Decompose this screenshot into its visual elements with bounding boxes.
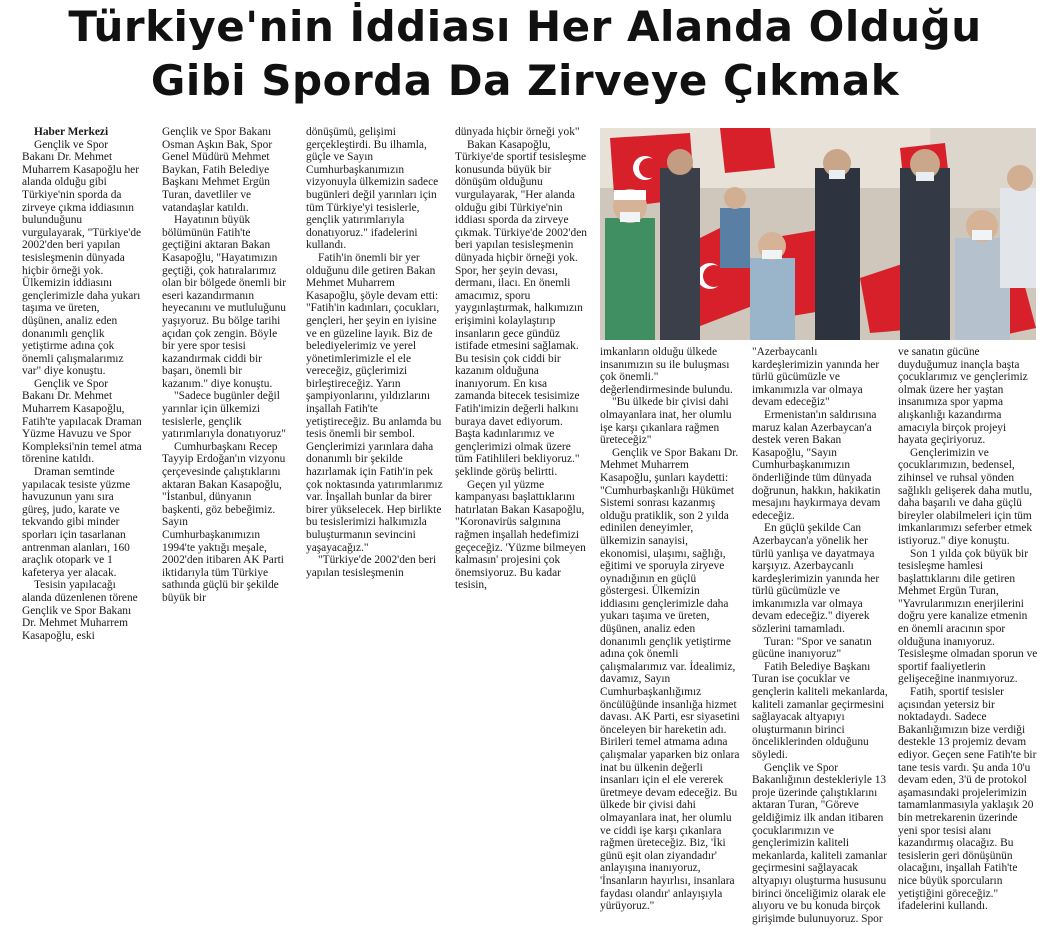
paragraph: Gençlik ve Spor Bakanı Dr. Mehmet Muharrem Kasapoğlu, Fatih'te yapılacak Draman Yüzme Havuzu ve Spor Kompleksi'nin temel atma törenine katıldı. (22, 377, 142, 466)
paragraph: Gençlik ve Spor Bakanı Osman Aşkın Bak, Spor Genel Müdürü Mehmet Baykan, Fatih Belediye Başkanı Mehmet Ergün Turan, davetliler ve vatandaşlar katıldı. (162, 126, 273, 214)
paragraph: "Bu ülkede bir çivisi dahi olmayanlara inat, her olumlu işe karşı çıkanlara rağmen üreteceğiz" (600, 396, 732, 447)
headline-line-2: Gibi Sporda Da Zirveye Çıkmak (150, 56, 900, 105)
article-column-1 (22, 126, 142, 642)
paragraph: Gençlik ve Spor Bakanlığının destekleriyle 13 proje üzerinde çalıştıklarını aktaran Turan, "Göreve geldiğimiz ilk andan itibaren çocuklarımızın ve gençlerimizin kaliteli mekanlarda, kaliteli zamanlar geçirmesini sağlayacak altyapıyı oluşturma hususunu birinci önceliğimiz olarak ele alıyoru ve bu konuda birçok girişimde bulunuyoruz. Spor (752, 761, 888, 925)
headline (0, 0, 1050, 118)
byline: Haber Merkezi (34, 126, 109, 138)
paragraph: Fatih, sportif tesisler açısından yetersiz bir noktadaydı. Sadece Bakanlığımızın bize verdiği destekle 13 projemiz devam ediyor. Geçen sene Fatih'te bir tane tesis vardı. Şu anda 10'u devam eden, 3'ü de protokol aşamasındaki projelerimizin tamamlanmasıyla yaklaşık 20 bin metrekarenin üzerinde yeni spor tesisi alanı kazandırmış olacağız. Bu tesislerin geri dönüşünün olacağını, inşallah Fatih'te nice büyük sporcuların yetiştiğini göreceğiz." ifadelerini kullandı. (898, 686, 1037, 913)
paragraph: Son 1 yılda çok büyük bir tesisleşme hamlesi başlattıklarını dile getiren Mehmet Ergün Turan, "Yavrularımızın enerjilerini doğru yere kanalize etmenin en önemli aracının spor olduğuna inanıyoruz. Tesisleşme olmadan sporun ve sportif faaliyetlerin gelişeceğine inanmıyoruz. (898, 547, 1038, 686)
article-column-2 (162, 126, 288, 604)
paragraph: "Türkiye'de 2002'den beri yapılan tesisleşmenin (306, 554, 437, 579)
paragraph: Turan: "Spor ve sanatın gücüne inanıyoruz" (752, 635, 872, 661)
paragraph: Gençlik ve Spor Bakanı Dr. Mehmet Muharrem Kasapoğlu her alanda olduğu gibi Türkiye'nin sporda da zirveye çıkma iddiasının bulunduğunu vurgulayarak, "Türkiye'de 2002'den beri yapılan tesisleşmenin dünyada hiçbir örneği yok. Ülkemizin iddiasını gençlerimizle daha yukarı taşıma ve üreten, düşünen, analiz eden donanımlı gençlik yetiştirme adına çok önemli çalışmalarımız var" diye konuştu. (22, 138, 142, 378)
paragraph: ve sanatın gücüne duyduğumuz inançla başta çocuklarımız ve gençlerimiz olmak üzere her yaştan insanımıza spor yapma alışkanlığı kazandırma amacıyla birçok projeyi hayata geçiriyoruz. (898, 346, 1028, 447)
article-column-6 (752, 346, 888, 925)
paragraph: En güçlü şekilde Can Azerbaycan'a yönelik her türlü yanlışa ve dayatmaya karşıyız. Azerbaycanlı kardeşlerimizin yanında her türlü gücümüzle ve imkanımızla var olmaya devam edeceğiz." diyerek sözlerini tamamladı. (752, 522, 880, 636)
paragraph: Gençlerimizin ve çocuklarımızın, bedensel, zihinsel ve ruhsal yönden sağlıklı gelişerek daha mutlu, daha başarılı ve daha güçlü bireyler olabilmeleri için tüm imkanlarımızı seferber etmek istiyoruz." diye konuştu. (898, 446, 1033, 547)
paragraph: Bakan Kasapoğlu, Türkiye'de sportif tesisleşme konusunda büyük bir dönüşüm olduğunu vurgulayarak, "Her alanda olduğu gibi Türkiye'nin iddiası sporda da zirveye çıkmak. Türkiye'de 2002'den beri yapılan tesisleşmenin dünyada hiçbir örneği yok. Spor, her şeyin devası, dermanı, ilacı. En önemli amacımız, sporu yaygınlaştırmak, halkımızın erişimini kolaylaştırıp insanların gece gündüz istifade etmesini sağlamak. Bu tesisin çok ciddi bir kazanım olduğuna inanıyorum. En kısa zamanda bitecek tesisimize Fatih'imizin değerli halkını buraya davet ediyorum. Başta kadınlarımız ve gençlerimizi olmak üzere tüm Fatihlileri bekliyoruz." şeklinde görüş belirtti. (455, 138, 588, 479)
paragraph: Fatih'in önemli bir yer olduğunu dile getiren Bakan Mehmet Muharrem Kasapoğlu, şöyle devam etti: "Fatih'in kadınları, çocukları, gençleri, her şeyin en iyisine ve en güzeline layık. Biz de belediyelerimiz ve yerel yönetimlerimizle el ele vereceğiz, güçlerimizi birleştireceğiz. Yarın şampiyonlarını, yıldızlarını inşallah Fatih'te yetiştireceğiz. Bu anlamda bu tesis önemli bir sembol. Gençlerimizi yarınlara daha donanımlı bir şekilde hazırlamak için Fatih'in pek çok noktasında yatırımlarımız var. İnşallah bunlar da birer birer yükselecek. Hep birlikte bu tesislerimizi halkımızla buluşturmanın sevincini yaşayacağız." (306, 251, 443, 554)
paragraph: Hayatının büyük bölümünün Fatih'te geçtiğini aktaran Bakan Kasapoğlu, "Hayatımızın geçtiği, çok hatıralarımız olan bir bölgede önemli bir eseri kazandırmanın heyecanını ve mutluluğunu yaşıyoruz. Bu bölge tarihi açıdan çok zengin. Böyle bir yere spor tesisi kazandırmak ciddi bir başarı, önemli bir kazanım." diye konuştu. (162, 214, 287, 390)
ceremony-photo (600, 128, 1036, 340)
article-column-7 (898, 346, 1038, 918)
paragraph: Cumhurbaşkanı Recep Tayyip Erdoğan'ın vizyonu çerçevesinde çalıştıklarını aktaran Bakan Kasapoğlu, "İstanbul, dünyanın başkenti, göz bebeğimiz. Sayın Cumhurbaşkanımızın 1994'te yaktığı meşale, 2002'den itibaren AK Parti iktidarıyla tüm Türkiye sathında güçlü bir şekilde büyük bir (162, 440, 286, 604)
paragraph: Fatih Belediye Başkanı Turan ise çocuklar ve gençlerin kaliteli mekanlarda, kaliteli zamanlar geçirmesini sağlayacak altyapıyı oluşturmanın birinci önceliklerinden olduğunu söyledi. (752, 660, 888, 761)
paragraph: Draman semtinde yapılacak tesiste yüzme havuzunun yanı sıra güreş, judo, karate ve tekvando gibi minder sporları için tasarlanan antrenman alanları, 160 araçlık otopark ve 1 kafeterya yer alacak. (22, 466, 131, 579)
article-column-5 (600, 346, 740, 918)
headline-line-1: Türkiye'nin İddiası Her Alanda Olduğu (68, 2, 982, 51)
paragraph: Ermenistan'ın saldırısına maruz kalan Azerbaycan'a destek veren Bakan Kasapoğlu, "Sayın Cumhurbaşkanımızın önderliğinde tüm dünyada doğrunun, hakkın, hakikatin mesajını haykırmaya devam edeceğiz. (752, 408, 881, 522)
ceremony-photo-icon (600, 128, 1036, 340)
paragraph: imkanların olduğu ülkede insanımızın su ile buluşması çok önemli." değerlendirmesinde bulundu. (600, 346, 733, 396)
paragraph: Geçen yıl yüzme kampanyası başlattıklarını hatırlatan Bakan Kasapoğlu, "Koronavirüs salgınına rağmen inşallah hedefimizi geçeceğiz. 'Yüzme bilmeyen kalmasın' projesini çok önemsiyoruz. Bu kadar tesisin, (455, 478, 586, 592)
paragraph: Gençlik ve Spor Bakanı Dr. Mehmet Muharrem Kasapoğlu, şunları kaydetti: "Cumhurbaşkanlığı Hükümet Sistemi sonrası kazanmış olduğu pratiklik, son 2 yılda edinilen deneyimler, ülkemizin sanayisi, ekonomisi, ulaşımı, sağlığı, eğitimi ve sporuyla ziryeve oynadığının en güçlü göstergesi. Ülkemizin iddiasını gençlerimizle daha yukarı taşıma ve üreten, düşünen, analiz eden donanımlı gençlik yetiştirme adına çok önemli çalışmalarımız var. İdealimiz, davamız, Sayın Cumhurbaşkanlığımız öncülüğünde insanlığa hizmet davası. AK Parti, esr siyasetini önceleyen bir hareketin adı. Birileri temel atmama adına çalışmalar yaparken biz onlara inat bu ülkenin değerli insanları için el ele vererek üretmeye devam edeceğiz. Bu ülkede bir çivisi dahi olmayanlara inat, her olumlu ve ciddi işe karşı çıkanlara rağmen üreteceğiz. Biz, 'İki günü eşit olan ziyandadır' anlayışına inanıyoruz, 'İnsanların hayırlısı, insanlara faydası olandır' anlayışıyla yürüyoruz." (600, 446, 740, 913)
paragraph: "Sadece bugünler değil yarınlar için ülkemizi tesislerle, gençlik yatırımlarıyla donatıyoruz" (162, 390, 286, 441)
paragraph: dönüşümü, gelişimi gerçekleştirdi. Bu ilhamla, güçle ve Sayın Cumhurbaşkanımızın vizyonuyla ülkemizin sadece bugünleri değil yarınları için tüm Türkiye'yi tesislerle, gençlik yatırımlarıyla donatıyoruz." ifadelerini kullandı. (306, 126, 439, 252)
paragraph: "Azerbaycanlı kardeşlerimizin yanında her türlü gücümüzle ve imkanımızla var olmaya devam edeceğiz" (752, 346, 880, 409)
paragraph: Tesisin yapılacağı alanda düzenlenen törene Gençlik ve Spor Bakanı Dr. Mehmet Muharrem Kasapoğlu, eski (22, 579, 138, 642)
article-column-4 (455, 126, 589, 592)
paragraph: dünyada hiçbir örneği yok" (455, 126, 580, 138)
article-column-3 (306, 126, 444, 579)
